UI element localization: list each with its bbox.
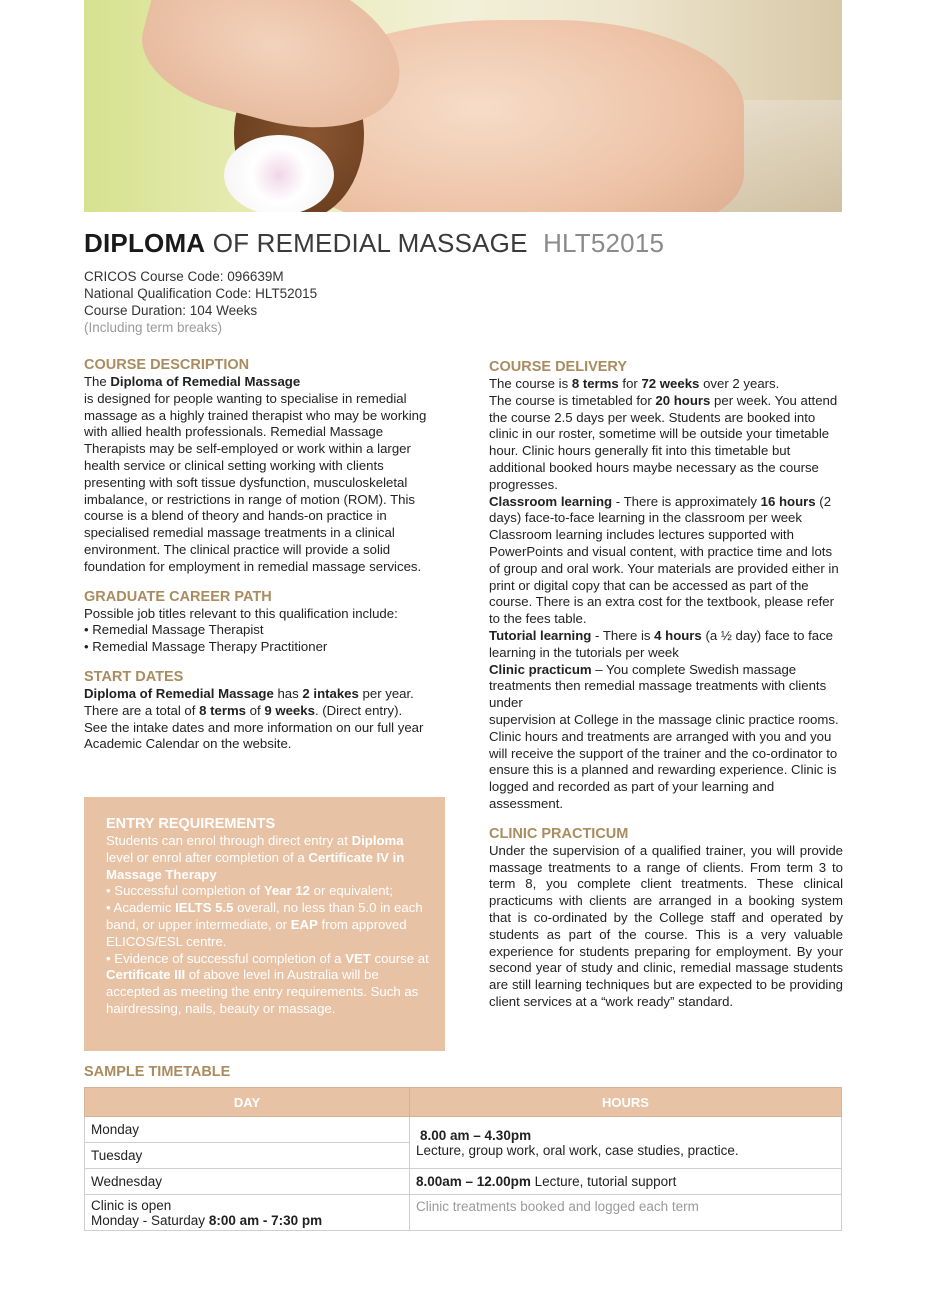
table-header-day: DAY [85, 1088, 410, 1117]
orchid-flower-shape [224, 135, 334, 212]
delivery-para: The course is 8 terms for 72 weeks over 2 years. [489, 376, 780, 391]
table-row [85, 1169, 842, 1195]
day-cell: Tuesday [85, 1143, 410, 1169]
hours-cell: 8.00am – 12.00pm Lecture, tutorial support [410, 1169, 842, 1195]
right-column [489, 358, 843, 1011]
description-intro: The Diploma of Remedial Massage [84, 374, 301, 389]
career-item: • Remedial Massage Therapy Practitioner [84, 639, 328, 655]
title-light: OF REMEDIAL MASSAGE [212, 228, 528, 258]
day-cell: Wednesday [85, 1169, 410, 1195]
start-line-1: Diploma of Remedial Massage has 2 intakes per year. [84, 685, 414, 701]
delivery-para: Clinic practicum – You complete Swedish massage treatments then remedial massage treatments with clients under [489, 661, 827, 711]
national-code: National Qualification Code: HLT52015 [84, 286, 318, 301]
title-bold: DIPLOMA [84, 228, 206, 258]
start-line-2: There are a total of 8 terms of 9 weeks. (Direct entry). [84, 702, 403, 718]
table-row [85, 1195, 842, 1231]
practicum-body: Under the supervision of a qualified trainer, you will provide massage treatments to a range of clients. From term 3 to term 8, you complete client treatments. These clinical practicums with clients are arranged in a booking system that is co-ordinated by the College staff and operated by students as part of the course. This is a very valuable experience for students preparing for employment. By your second year of study and clinic, remedial massage students are still learning techniques but are expected to be providing client services at a “work ready” standard. [489, 842, 843, 1009]
day-cell: Monday [85, 1117, 410, 1143]
delivery-para: supervision at College in the massage clinic practice rooms. Clinic hours and treatments are arranged with you and you will receive the support of the trainer and the co-ordinator to ensure this is a planned and rewarding experience. Clinic is logged and recorded as part of your learning and assessment. [489, 711, 839, 811]
entry-bullet: • Successful completion of Year 12 or equivalent; [106, 883, 393, 899]
delivery-para: Classroom learning - There is approximately 16 hours (2 days) face-to-face learning in the classroom per week Classroom learning includes lectures supported with PowerPoints and visual content, with practice time and lots of group and oral work. Your materials are provided either in print or digital copy that can be accessed as part of the course. There is an extra cost for the textbook, please refer to the fees table. [489, 493, 839, 627]
entry-bullet: • Academic IELTS 5.5 overall, no less than 5.0 in each band, or upper intermediate, or EAP from approved ELICOS/ESL centre. [106, 900, 423, 949]
section-heading: COURSE DESCRIPTION [84, 357, 250, 373]
section-heading: SAMPLE TIMETABLE [84, 1064, 231, 1080]
section-heading: CLINIC PRACTICUM [489, 825, 629, 842]
duration-note: (Including term breaks) [84, 320, 223, 335]
entry-para: Students can enrol through direct entry at Diploma level or enrol after completion of a Certificate IV in Massage Therapy [106, 833, 405, 882]
course-meta [84, 268, 317, 336]
description-body: is designed for people wanting to specialise in remedial massage as a highly trained therapist who may be working with allied health professionals. Remedial Massage Therapists may be self-employed or work within a larger health service or clinical setting working with clients presenting with soft tissue dysfunction, musculoskeletal imbalance, or restrictions in range of motion (ROM). This course is a blend of theory and hands-on practice in specialised remedial massage treatments in a clinical environment. The clinical practice will provide a solid foundation for employment in remedial massage services. [84, 390, 427, 574]
table-header-hours: HOURS [410, 1088, 842, 1117]
timetable-table [84, 1087, 842, 1231]
delivery-para: The course is timetabled for 20 hours per week. You attend the course 2.5 days per week. Students are booked into clinic in our roster, sometime will be outside your timetable hour. Clinic hours generally fit into this timetable but additional booked hours maybe necessary as the course progresses. [489, 392, 838, 492]
section-heading: GRADUATE CAREER PATH [84, 588, 272, 605]
title-code: HLT52015 [543, 228, 665, 258]
hours-cell: Clinic treatments booked and logged each term [410, 1195, 842, 1231]
section-heading: START DATES [84, 668, 184, 685]
table-row [85, 1117, 842, 1143]
day-cell: Clinic is open Monday - Saturday 8:00 am - 7:30 pm [85, 1195, 410, 1231]
section-heading: COURSE DELIVERY [489, 359, 628, 375]
career-intro: Possible job titles relevant to this qualification include: [84, 605, 398, 621]
course-duration: Course Duration: 104 Weeks [84, 303, 258, 318]
delivery-para: Tutorial learning - There is 4 hours (a ½ day) face to face learning in the tutorials per week [489, 627, 833, 660]
hero-image [84, 0, 842, 212]
left-column [84, 356, 434, 753]
entry-requirements-box [84, 797, 445, 1051]
career-item: • Remedial Massage Therapist [84, 622, 264, 638]
start-line-3: See the intake dates and more information on our full year Academic Calendar on the website. [84, 719, 424, 752]
hours-cell: 8.00 am – 4.30pm Lecture, group work, oral work, case studies, practice. [410, 1117, 842, 1169]
section-heading: ENTRY REQUIREMENTS [106, 816, 276, 832]
cricos-code: CRICOS Course Code: 096639M [84, 269, 284, 284]
page-title [84, 228, 664, 259]
entry-bullet: • Evidence of successful completion of a VET course at Certificate III of above level in Australia will be accepted as meeting the entry requirements. Such as hairdressing, nails, beauty or massage. [106, 950, 429, 1016]
